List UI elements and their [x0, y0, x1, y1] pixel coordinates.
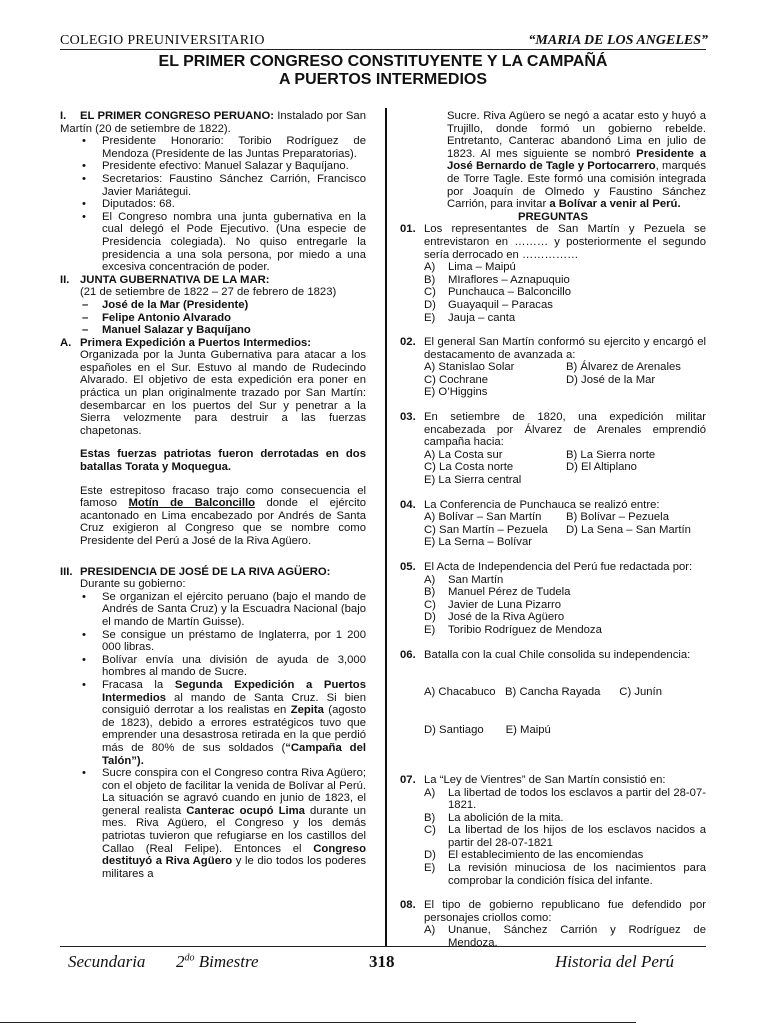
answer-option: E) La Sierra central	[424, 474, 522, 487]
footer-rule	[60, 946, 706, 947]
section-2-heading: JUNTA GUBERNATIVA DE LA MAR:	[80, 273, 270, 286]
list-item: – José de la Mar (Presidente)	[102, 299, 366, 312]
answer-option: C) San Martín – Pezuela	[424, 523, 548, 536]
answer-option: A) Stanislao Solar	[424, 361, 515, 374]
section-2-dates: (21 de setiembre de 1822 – 27 de febrero de 1823)	[80, 286, 337, 299]
answer-option: A) San Martín	[424, 573, 504, 586]
section-2: II. JUNTA GUBERNATIVA DE LA MAR:	[60, 273, 270, 286]
question-07: 07. La “Ley de Vientres” de San Martín consistió en: A) La libertad de todos los esclavos a partir del 28-07-1821. B) La abolición de la mita. C) La libertad de los hijos de los esclavos nacidos a partir del 28-07-1821 D) El establecimiento de las encomiendas E) La revisión minuciosa de los nacimientos para comprobar la condición física del infante.	[400, 773, 706, 887]
footer-subject: Historia del Perú	[555, 952, 674, 971]
list-item: • Se organizan el ejército peruano (bajo el mando de Andrés de Santa Cruz) y la Escuadra Nacional (bajo el mando de Martín Guisse).	[102, 591, 366, 629]
answer-options-line: D) Santiago E) Maipú	[424, 724, 551, 737]
answer-option: D) La Sena – San Martín	[566, 523, 691, 536]
footer-level: Secundaria	[68, 952, 146, 971]
answer-option: C) La Costa norte	[424, 461, 514, 474]
bottom-rule	[0, 1022, 636, 1023]
answer-option: A) Bolívar – San Martín	[424, 511, 542, 524]
question-02: 02. El general San Martín conformó su ejercito y encargó el destacamento de avanzada a: A) Stanislao Solar B) Álvarez de Arenales C) Cochrane D) José de la Mar E) O’Higgins	[400, 336, 706, 399]
left-column	[60, 110, 366, 880]
answer-option: B) Manuel Pérez de Tudela	[424, 586, 571, 599]
column-divider	[385, 108, 387, 946]
list-item: • Presidente Honorario: Toribio Rodríguez de Mendoza (Presidente de las Juntas Preparatorias).	[102, 135, 366, 160]
answer-option: D) El establecimiento de las encomiendas	[424, 849, 644, 862]
question-03: 03. En setiembre de 1820, una expedición militar encabezada por Álvarez de Arenales emprendió campaña hacia: A) La Costa sur B) La Sierra norte C) La Costa norte D) El Altiplano E) La Sierra central	[400, 411, 706, 487]
section-1-heading: EL PRIMER CONGRESO PERUANO:	[80, 110, 275, 122]
answer-options-line: A) Chacabuco B) Cancha Rayada C) Junín	[424, 686, 662, 699]
school-label: COLEGIO PREUNIVERSITARIO	[60, 33, 265, 48]
answer-option: D) José de la Mar	[566, 373, 656, 386]
answer-option: C) La libertad de los hijos de los esclavos nacidos a partir del 28-07-1821	[424, 824, 706, 849]
list-item: • Sucre conspira con el Congreso contra Riva Agüero; con el objeto de facilitar la venida de Bolívar al Perú. La situación se agravó cuando en junio de 1823, el general realista Canterac ocupó Lima durante un mes. Riva Agüero, el Congreso y los demás patriotas tuvieron que refugiarse en los castillos del Callao (Real Felipe). Entonces el Congreso destituyó a Riva Agüero y le dio todos los poderes militares a	[102, 767, 366, 880]
list-item: • Presidente efectivo: Manuel Salazar y Baquíjano.	[102, 160, 366, 173]
section-3-heading: PRESIDENCIA DE JOSÉ DE LA RIVA AGÜERO:	[80, 565, 331, 578]
section-1: I. EL PRIMER CONGRESO PERUANO: Instalado por San Martín (20 de setiembre de 1822).	[60, 110, 366, 135]
section-a: A. Primera Expedición a Puertos Intermedios:	[60, 336, 312, 349]
answer-option: B) Álvarez de Arenales	[566, 361, 681, 374]
question-01: 01. Los representantes de San Martín y Pezuela se entrevistaron en ……… y posteriormente el segundo sería derrocado en …………… A) Lima – Maipú B) MIraflores – Aznapuquio C) Punchauca – Balconcillo D) Guayaquil – Paracas E) Jauja – canta	[400, 223, 706, 324]
page-title-line1: EL PRIMER CONGRESO CONSTITUYENTE Y LA CAMPAÑÁ	[158, 53, 608, 70]
header-rule	[60, 49, 706, 50]
answer-option: C) Javier de Luna Pizarro	[424, 598, 562, 611]
answer-option: B) MIraflores – Aznapuquio	[424, 273, 570, 286]
answer-option: E) Jauja – canta	[424, 311, 516, 324]
section-3: III. PRESIDENCIA DE JOSÉ DE LA RIVA AGÜERO:	[60, 565, 331, 578]
answer-option: B) Bolívar – Pezuela	[566, 511, 669, 524]
question-04: 04. La Conferencia de Punchauca se realizó entre: A) Bolívar – San Martín B) Bolívar – Pezuela C) San Martín – Pezuela D) La Sena – San Martín E) La Serna – Bolívar	[400, 499, 706, 549]
section-1-list	[60, 135, 366, 274]
continuation-paragraph: Sucre. Riva Agüero se negó a acatar esto y huyó a Trujillo, donde formó un gobierno rebelde. Entretanto, Canterac abandonó Lima en julio de 1823. Al mes siguiente se nombró Presidente a José Bernardo de Tagle y Portocarrero, marqués de Torre Tagle. Este formó una comisión integrada por Joaquín de Olmedo y Faustino Sánchez Carrión, para invitar a Bolívar a venir al Perú.	[447, 110, 706, 211]
answer-option: A) Unanue, Sánchez Carrión y Rodríguez de Mendoza.	[424, 924, 706, 950]
answer-option: D) José de la Riva Agüero	[424, 611, 565, 624]
page-number: 318	[369, 952, 395, 971]
footer-bimester: $2^{do}$ Bimestre	[176, 952, 259, 971]
answer-option: E) O’Higgins	[424, 386, 488, 399]
answer-option: E) La Serna – Bolívar	[424, 536, 533, 549]
answer-option: B) La abolición de la mita.	[424, 811, 564, 824]
section-a-paragraph: Este estrepitoso fracaso trajo como consecuencia el famoso Motín de Balconcillo donde el ejército acantonado en Lima encabezado por Andrés de Santa Cruz exigieron al Congreso que se nombre como Presidente del Perú a José de la Riva Agüero.	[80, 484, 367, 547]
answer-option: C) Cochrane	[424, 373, 489, 386]
list-item: – Manuel Salazar y Baquíjano	[102, 324, 366, 337]
list-item: • Secretarios: Faustino Sánchez Carrión, Francisco Javier Mariátegui.	[102, 173, 366, 198]
questions-heading: PREGUNTAS	[517, 210, 589, 223]
section-3-list	[60, 591, 366, 881]
answer-option: E) Toribio Rodríguez de Mendoza	[424, 623, 602, 636]
list-item: – Felipe Antonio Alvarado	[102, 312, 366, 325]
section-a-heading: Primera Expedición a Puertos Intermedios:	[80, 336, 312, 349]
answer-option: B) La Sierra norte	[566, 448, 656, 461]
question-06: 06. Batalla con la cual Chile consolida su independencia: A) Chacabuco B) Cancha Rayada C) Junín D) Santiago E) Maipú	[400, 649, 706, 762]
answer-option: E) La revisión minuciosa de los nacimientos para comprobar la condición física del infante.	[424, 862, 706, 887]
right-column	[400, 110, 706, 950]
list-item: • El Congreso nombra una junta gubernativa en la cual delegó el Pode Ejecutivo. (Una especie de Presidencia colegiada). No quiso entregarle la presidencia a una sola persona, por miedo a una excesiva concentración de poder.	[102, 211, 366, 274]
answer-option: D) Guayaquil – Paracas	[424, 298, 553, 311]
section-a-paragraph: Organizada por la Junta Gubernativa para atacar a los españoles en el Sur. Estuvo al mando de Rudecindo Alvarado. El objetivo de esta expedición era poner en práctica un plan originalmente trazado por San Martín: desembarcar en los puertos del Sur y penetrar a la Sierra velozmente para destruir a las fuerzas chapetonas.	[80, 349, 366, 437]
answer-option: A) Lima – Maipú	[424, 261, 516, 274]
section-a-paragraph: Estas fuerzas patriotas fueron derrotadas en dos batallas Torata y Moquegua.	[80, 448, 366, 474]
answer-option: A) La libertad de todos los esclavos a partir del 28-07-1821.	[424, 786, 706, 812]
list-item: • Diputados: 68.	[102, 198, 366, 211]
list-item: • Se consigue un préstamo de Inglaterra, por 1 200 000 libras.	[102, 629, 366, 654]
page-header	[60, 33, 706, 49]
answer-option: C) Punchauca – Balconcillo	[424, 286, 572, 299]
section-3-intro: Durante su gobierno:	[80, 578, 186, 591]
question-05: 05. El Acta de Independencia del Perú fue redactada por: A) San Martín B) Manuel Pérez de Tudela C) Javier de Luna Pizarro D) José de la Riva Agüero E) Toribio Rodríguez de Mendoza	[400, 561, 706, 637]
page-title-line2: A PUERTOS INTERMEDIOS	[278, 71, 488, 88]
list-item: • Fracasa la Segunda Expedición a Puertos Intermedios al mando de Santa Cruz. Si bien consiguió derrotar a los realistas en Zepita (agosto de 1823), debido a errores estratégicos tuvo que emprender una desastrosa retirada en la que perdió más de 80% de sus soldados (“Campaña del Talón”).	[102, 679, 366, 767]
motin-balconcillo: Motín de Balconcillo	[128, 497, 255, 510]
school-name: “MARIA DE LOS ANGELES”	[528, 33, 708, 48]
answer-option: A) La Costa sur	[424, 448, 503, 461]
question-08: 08. El tipo de gobierno republicano fue defendido por personajes criollos como: A) Unanue, Sánchez Carrión y Rodríguez de Mendoza.	[400, 899, 706, 950]
list-item: • Bolívar envía una división de ayuda de 3,000 hombres al mando de Sucre.	[102, 654, 366, 679]
answer-option: D) El Altiplano	[566, 461, 637, 474]
section-2-list	[60, 299, 366, 337]
